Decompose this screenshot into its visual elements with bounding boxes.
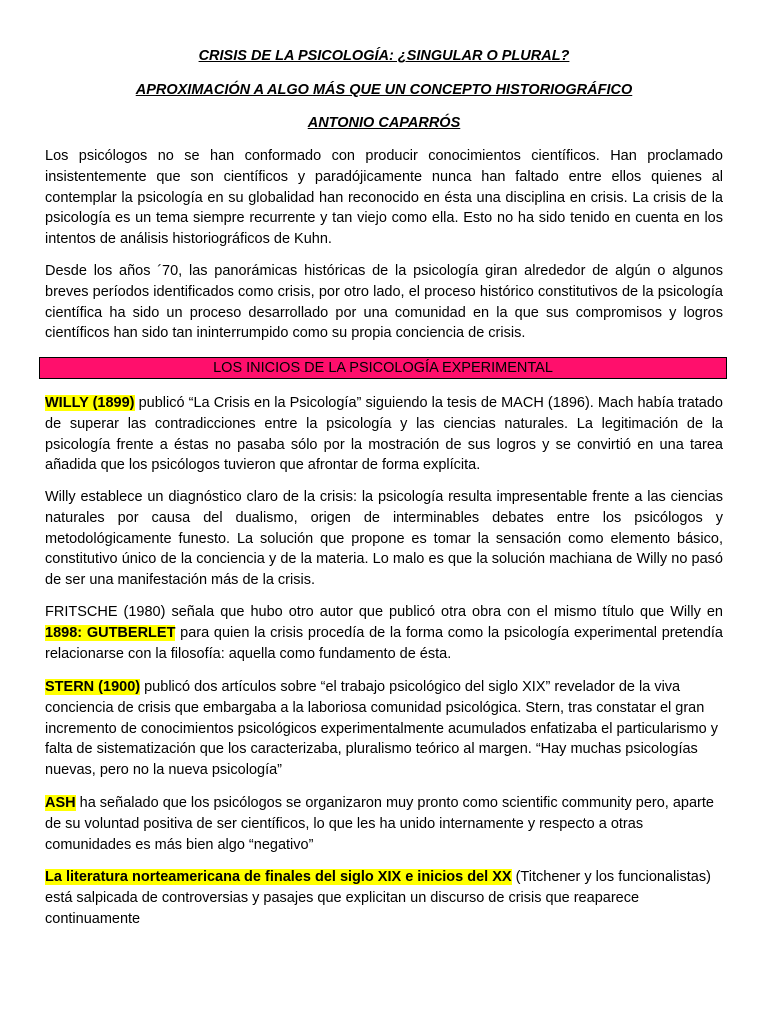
highlight-stern: STERN (1900) [45, 679, 141, 695]
fritsche-paragraph [45, 602, 723, 664]
fritsche-text-start: FRITSCHE (1980) señala que hubo otro autor que publicó otra obra con el mismo título que Willy en [45, 604, 723, 620]
document-author: ANTONIO CAPARRÓS [307, 115, 461, 131]
section-heading: LOS INICIOS DE LA PSICOLOGÍA EXPERIMENTAL [39, 357, 727, 379]
stern-paragraph [45, 677, 723, 781]
willy-diagnosis-paragraph: Willy establece un diagnóstico claro de la crisis: la psicología resulta impresentable frente a las ciencias naturales por causa del dualismo, origen de interminables debates entre los psicólogos y metodológicamente funesto. La solución que propone es tomar la sensación como elemento básico, constitutivo único de la conciencia y de la materia. Lo malo es que la solución machiana de Willy no pasó de ser una manifestación más de la crisis. [45, 489, 723, 589]
intro-paragraph-1: Los psicólogos no se han conformado con producir conocimientos científicos. Han proclamado insistentemente que son científicos y paradójicamente nunca han faltado entre ellos quienes al contemplar la psicología en su globalidad han reconocido en ésta una disciplina en crisis. La crisis de la psicología es un tema siempre recurrente y tan viejo como ella. Esto no ha sido tenido en cuenta en los intentos de análisis historiográficos de Kuhn. [45, 148, 723, 248]
stern-paragraph-text: publicó dos artículos sobre “el trabajo psicológico del siglo XIX” revelador de la viva conciencia de crisis que embargaba a la laboriosa comunidad psicológica. Stern, tras constatar el gran incremento de conocimientos psicológicos experimentalmente acumulados enfatizaba el particularismo y falta de sistematización que los caracterizaba, pluralismo teórico al margen. “Hay muchas psicologías nuevas, pero no la nueva psicología” [45, 679, 718, 779]
ash-paragraph-text: ha señalado que los psicólogos se organizaron muy pronto como scientific community pero, aparte de su voluntad positiva de ser científicos, lo que les ha unido internamente y respecto a otras comunidades es más bien algo “negativo” [45, 795, 714, 853]
intro-paragraph-2: Desde los años ´70, las panorámicas históricas de la psicología giran alrededor de algún o algunos breves períodos identificados como crisis, por otro lado, el proceso histórico constitutivos de la psicología científica ha sido un proceso desarrollado por una comunidad en la que sus compromisos y logros científicos han sido tan ininterrumpido como su propia conciencia de crisis. [45, 263, 723, 342]
highlight-ash: ASH [45, 795, 76, 811]
literature-paragraph [45, 867, 723, 929]
ash-paragraph [45, 793, 723, 855]
willy-paragraph-text: publicó “La Crisis en la Psicología” siguiendo la tesis de MACH (1896). Mach había tratado de superar las contradicciones entre la psicología y las ciencias naturales. La legitimación de la psicología frente a éstas no pasaba sólo por la mostración de sus logros y se convirtió en una tarea añadida que los psicólogos tuvieron que afrontar de forma explícita. [45, 395, 723, 474]
literature-paragraph-text: (Titchener y los funcionalistas) está salpicada de controversias y pasajes que explicitan un discurso de crisis que reaparece continuamente [45, 869, 711, 927]
fritsche-text-end: para quien la crisis procedía de la forma como la psicología experimental pretendía relacionarse con la filosofía: aquella como fundamento de ésta. [45, 624, 723, 662]
willy-paragraph [45, 393, 723, 476]
highlight-gutberlet: 1898: GUTBERLET [45, 624, 176, 641]
document-subtitle: APROXIMACIÓN A ALGO MÁS QUE UN CONCEPTO HISTORIOGRÁFICO [135, 82, 633, 98]
document-title: CRISIS DE LA PSICOLOGÍA: ¿SINGULAR O PLURAL? [198, 48, 570, 64]
highlight-literature: La literatura norteamericana de finales del siglo XIX e inicios del XX [45, 869, 512, 885]
highlight-willy: WILLY (1899) [45, 395, 135, 411]
